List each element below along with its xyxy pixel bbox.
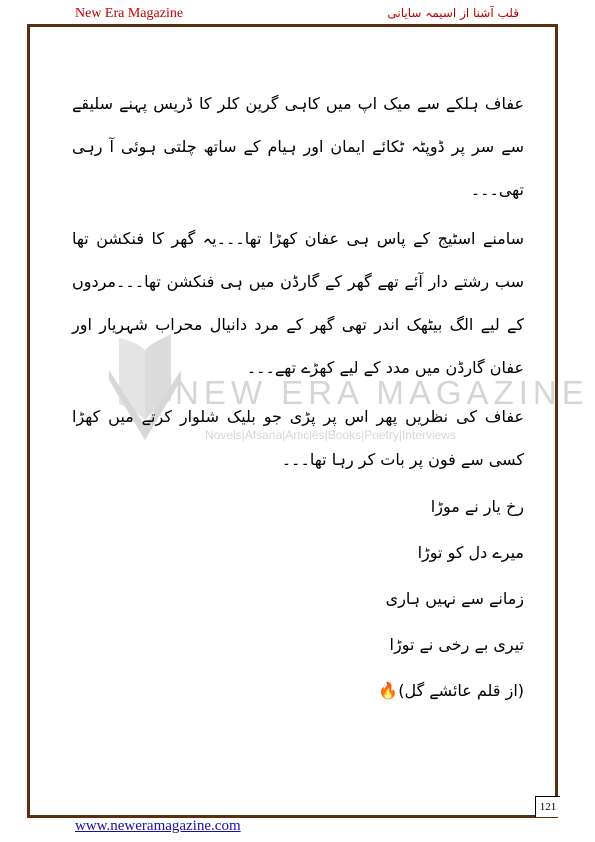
website-link[interactable]: www.neweramagazine.com [75, 818, 241, 834]
fire-icon: 🔥 [378, 681, 399, 700]
poem-line: زمانے سے نہیں ہاری [385, 589, 524, 608]
paragraph: عفاف ہلکے سے میک اپ میں کاہی گرین کلر کا ڈریس پہنے سلیقے سے سر پر ڈوپٹہ ٹکائے ایمان اور ہیام کے ساتھ چلتی ہوئی آ رہی تھی۔۔۔ [72, 94, 524, 199]
paragraph: عفاف کی نظریں پھر اس پر پڑی جو بلیک شلوار کرتے میں کھڑا کسی سے فون پر بات کر رہا تھا۔۔۔ [72, 407, 524, 469]
watermark-title: NEW ERA MAGAZINE [175, 374, 589, 411]
page-number: 121 [535, 796, 560, 817]
poet-credit-line [72, 671, 524, 711]
paragraph: سامنے اسٹیج کے پاس ہی عفان کھڑا تھا۔۔۔یہ گھر کا فنکشن تھا سب رشتے دار آئے تھے گھر کے گارڈن میں ہی فنکشن تھا۔۔۔مردوں کے لیے الگ بیٹھک اندر تھی گھر کے مرد دانیال محراب شہریار اور عفان گارڈن میں مدد کے لیے کھڑے تھے۔۔۔ [72, 229, 524, 377]
magazine-name: New Era Magazine [75, 6, 184, 21]
poem-line: رخ یار نے موڑا [430, 497, 524, 516]
story-credit: قلب آشنا از اسیمہ سایانی [387, 6, 519, 20]
poem-line: تیری بے رخی نے توڑا [389, 635, 524, 654]
poem-line: میرے دل کو توڑا [417, 543, 524, 562]
watermark-subtitle: Novels|Afsana|Articles|Books|Poetry|Interviews [205, 428, 457, 442]
poem [72, 487, 524, 711]
story-body [72, 82, 524, 717]
poet-credit: (از قلم عائشے گل) [398, 681, 524, 700]
